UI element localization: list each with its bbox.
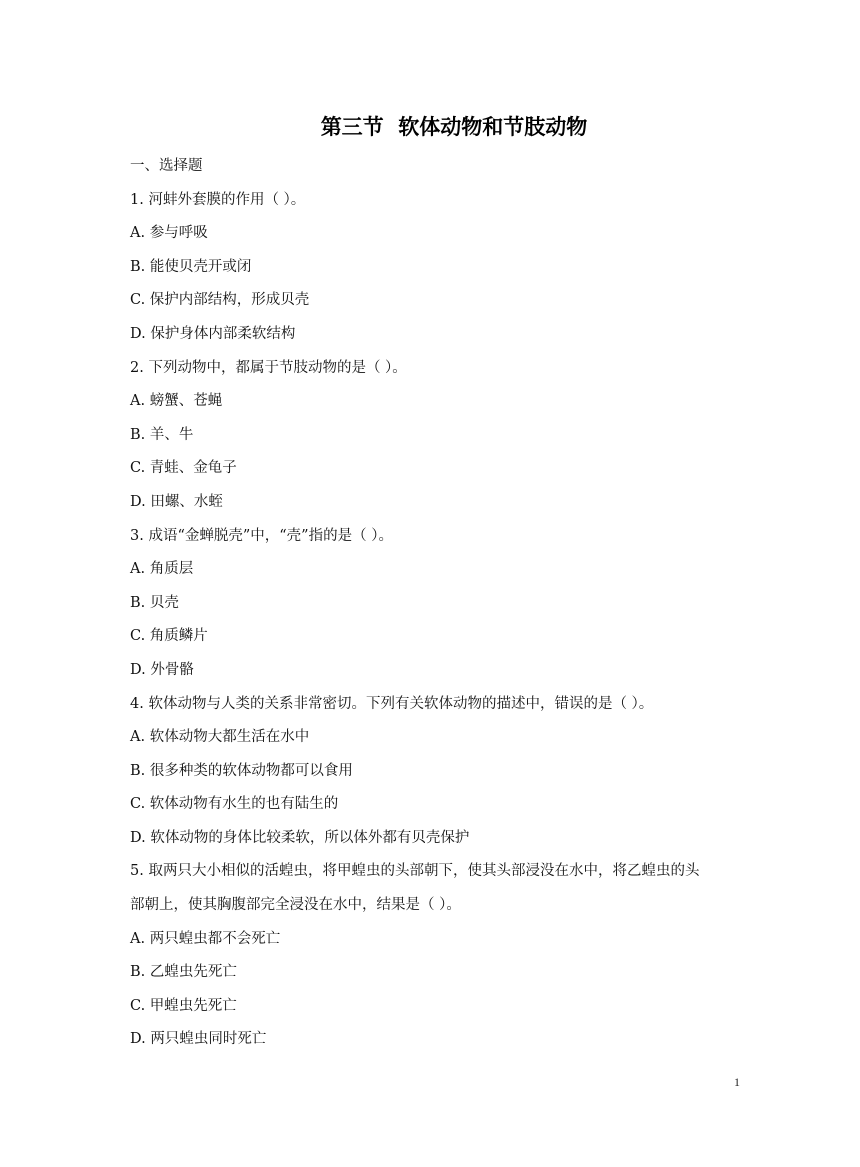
answer-option: A. 参与呼吸 xyxy=(130,225,208,242)
answer-option: D. 保护身体内部柔软结构 xyxy=(130,325,296,342)
answer-option: C. 角质鳞片 xyxy=(130,628,208,645)
answer-option: B. 能使贝壳开或闭 xyxy=(130,258,252,275)
question-stem: 2. 下列动物中，都属于节肢动物的是（ ）。 xyxy=(130,359,407,376)
answer-option: B. 贝壳 xyxy=(130,594,179,611)
answer-option: B. 乙蝗虫先死亡 xyxy=(130,964,237,981)
answer-option: A. 螃蟹、苍蝇 xyxy=(130,393,223,410)
answer-option: C. 保护内部结构，形成贝壳 xyxy=(130,292,310,309)
answer-option: A. 两只蝗虫都不会死亡 xyxy=(130,930,281,947)
answer-option: B. 很多种类的软体动物都可以食用 xyxy=(130,762,353,779)
answer-option: D. 两只蝗虫同时死亡 xyxy=(130,1031,267,1048)
answer-option: C. 甲蝗虫先死亡 xyxy=(130,997,237,1014)
answer-option: D. 外骨骼 xyxy=(130,661,194,678)
answer-option: C. 青蛙、金龟子 xyxy=(130,460,237,477)
question-stem: 5. 取两只大小相似的活蝗虫，将甲蝗虫的头部朝下，使其头部浸没在水中，将乙蝗虫的头 xyxy=(130,863,700,880)
answer-option: C. 软体动物有水生的也有陆生的 xyxy=(130,796,339,813)
question-list xyxy=(130,152,740,1059)
section-heading: 一、选择题 xyxy=(130,158,203,174)
answer-option: D. 田螺、水蛭 xyxy=(130,493,223,510)
answer-option: A. 角质层 xyxy=(130,561,194,578)
question-stem-continuation: 部朝上，使其胸腹部完全浸没在水中，结果是（ ）。 xyxy=(130,897,461,914)
question-stem: 1. 河蚌外套膜的作用（ ）。 xyxy=(130,191,306,208)
question-stem: 4. 软体动物与人类的关系非常密切。下列有关软体动物的描述中，错误的是（ ）。 xyxy=(130,695,654,712)
answer-option: A. 软体动物大都生活在水中 xyxy=(130,729,310,746)
page-number: 1 xyxy=(734,1075,740,1089)
page-title: 第三节 软体动物和节肢动物 xyxy=(320,115,588,139)
answer-option: B. 羊、牛 xyxy=(130,426,194,443)
question-stem: 3. 成语“金蝉脱壳”中，“壳”指的是（ ）。 xyxy=(130,527,393,544)
answer-option: D. 软体动物的身体比较柔软，所以体外都有贝壳保护 xyxy=(130,829,470,846)
